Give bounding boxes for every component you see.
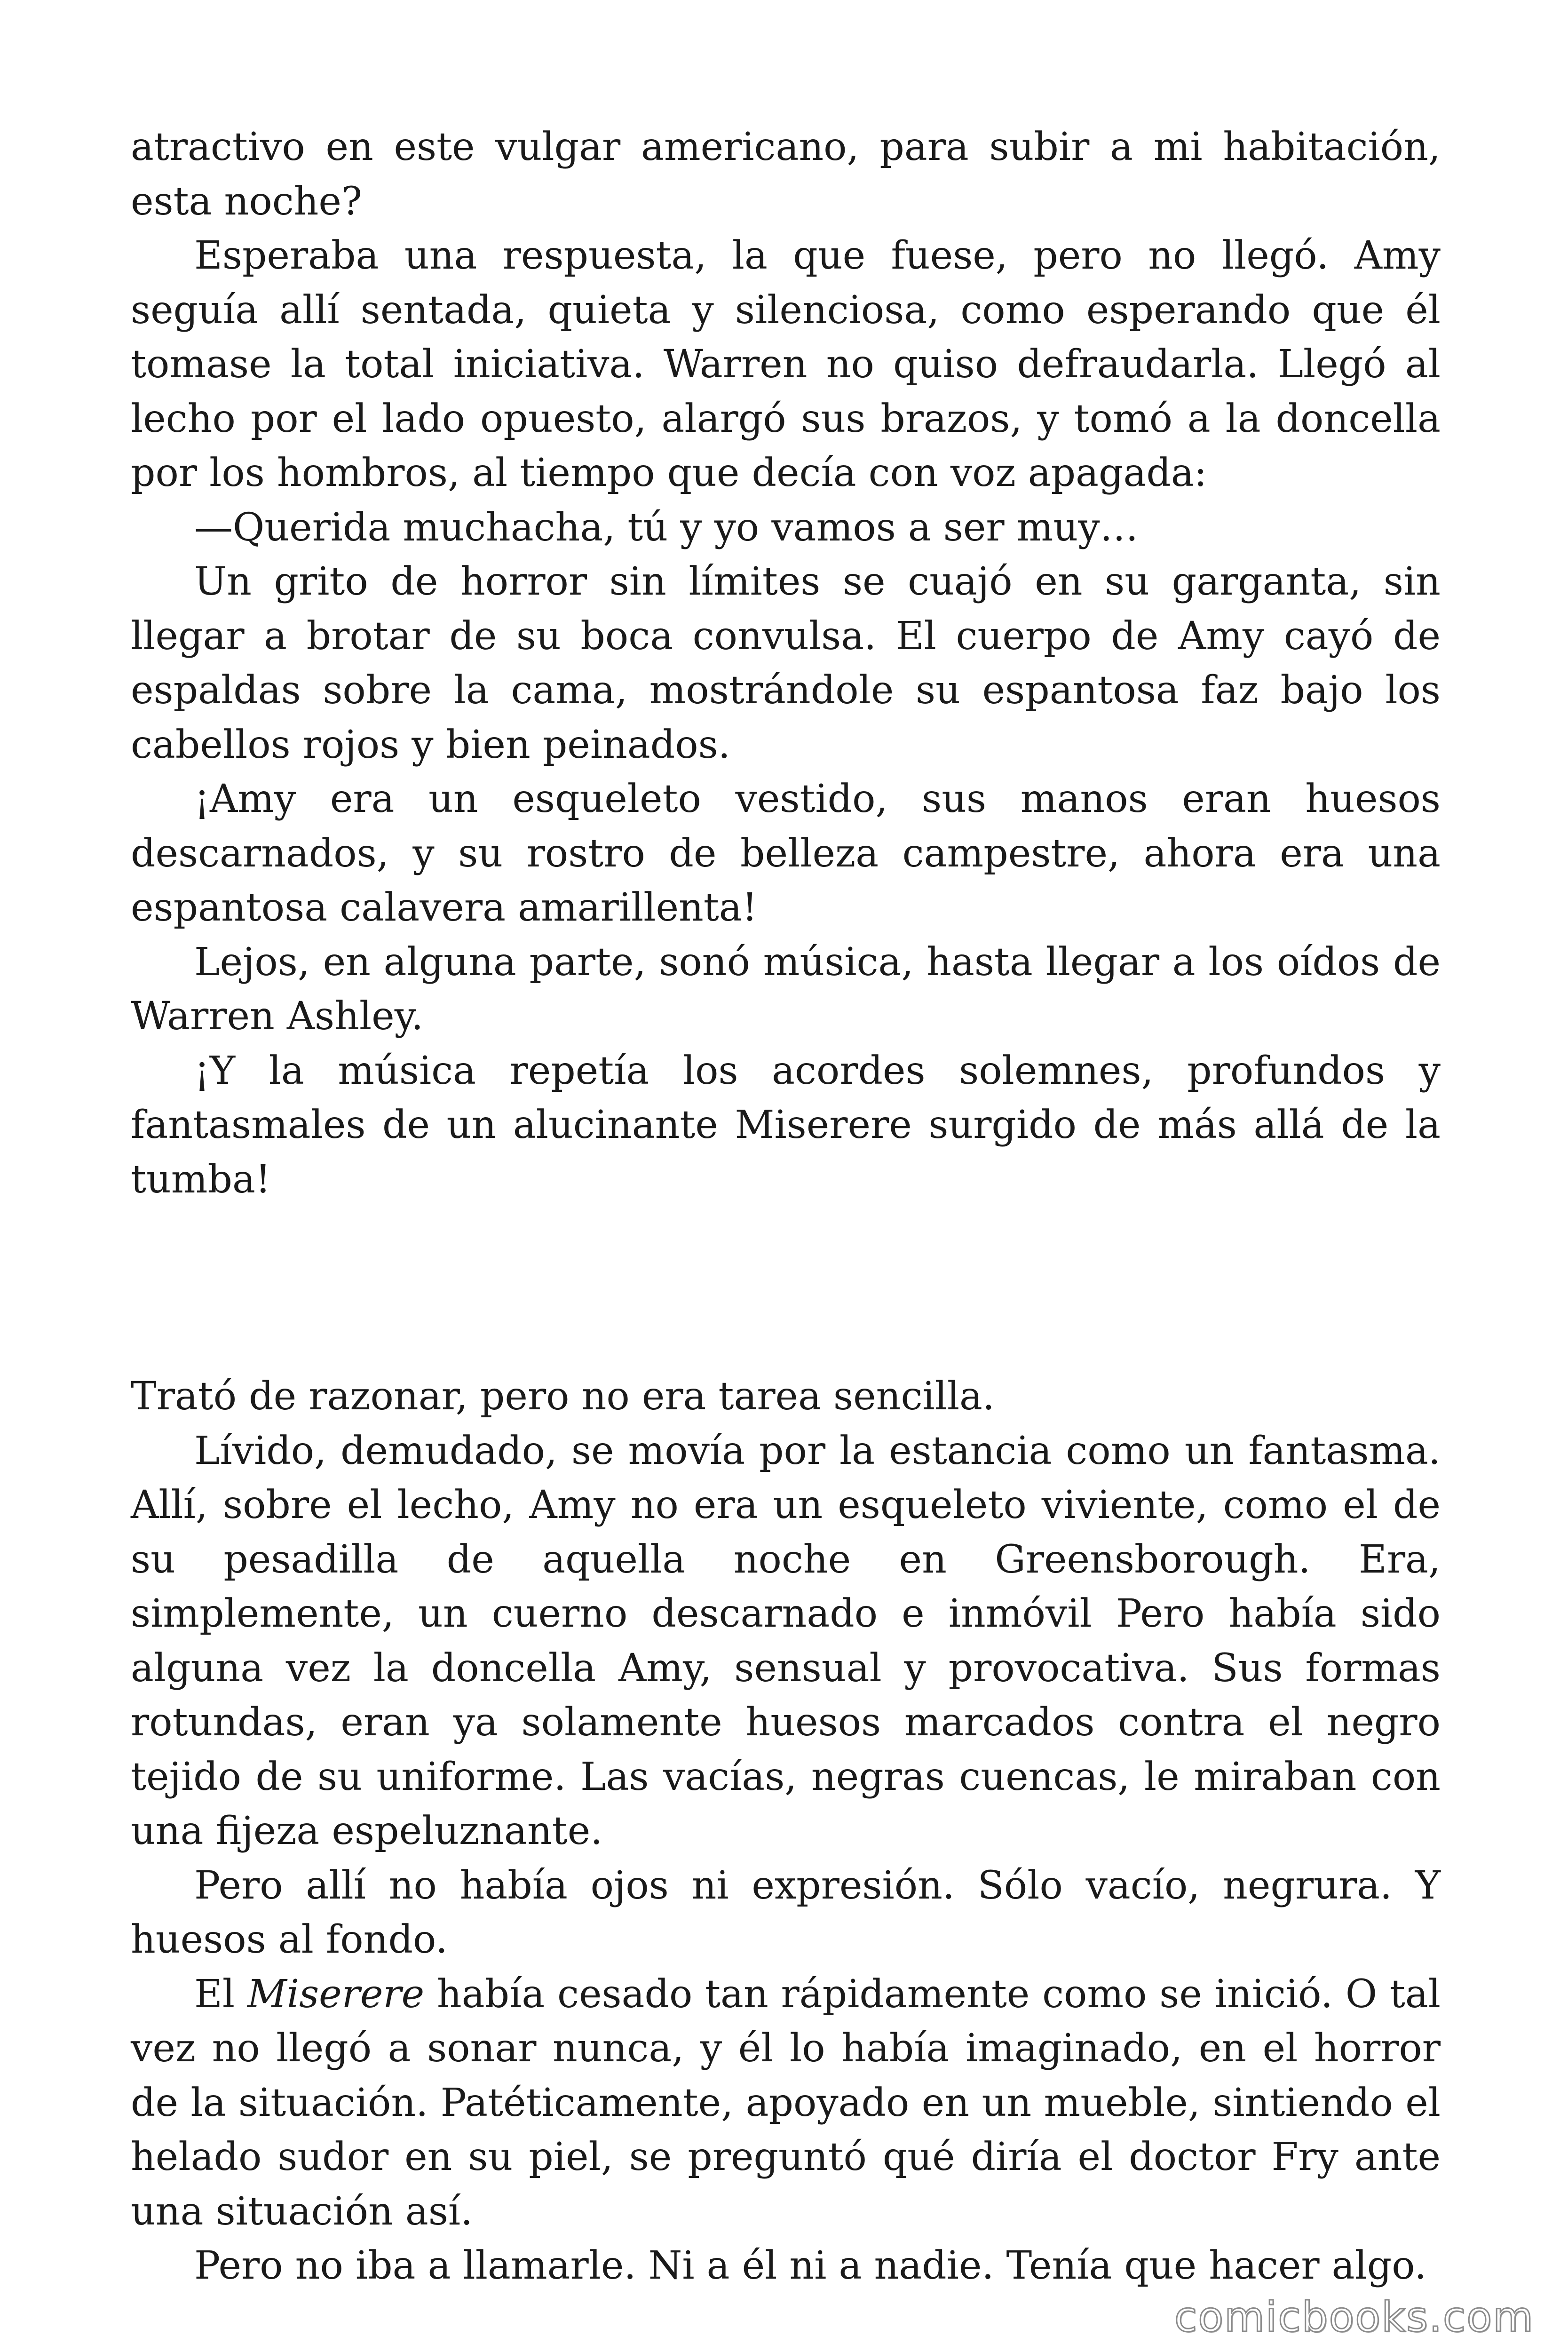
- watermark: comicbooks.com: [1174, 2293, 1534, 2341]
- section-break: [131, 1207, 1441, 1369]
- section-two: [131, 1369, 1441, 2293]
- paragraph: Esperaba una respuesta, la que fuese, pero no llegó. Amy seguía allí sentada, quieta y silenciosa, como esperando que él tomase la total iniciativa. Warren no quiso defraudarla. Llegó al lecho por el lado opuesto, alargó sus brazos, y tomó a la doncella por los hombros, al tiempo que decía con voz apagada:: [131, 233, 1441, 495]
- paragraph: ¡Amy era un esqueleto vestido, sus manos eran huesos descarnados, y su rostro de belleza campestre, ahora era una espantosa calavera amarillenta!: [131, 777, 1441, 930]
- dialogue-paragraph: —Querida muchacha, tú y yo vamos a ser muy…: [194, 505, 1139, 550]
- paragraph: Un grito de horror sin límites se cuajó en su garganta, sin llegar a brotar de su boca convulsa. El cuerpo de Amy cayó de espaldas sobre la cama, mostrándole su espantosa faz bajo los cabellos rojos y bien peinados.: [131, 559, 1441, 767]
- paragraph: Lejos, en alguna parte, sonó música, hasta llegar a los oídos de Warren Ashley.: [131, 939, 1441, 1039]
- text-run: había cesado tan rápidamente como se inició. O tal vez no llegó a sonar nunca, y él lo había imaginado, en el horror de la situación. Patéticamente, apoyado en un mueble, sintiendo el helado sudor en su piel, se preguntó qué diría el doctor Fry ante una situación así.: [131, 1971, 1441, 2234]
- paragraph: Pero no iba a llamarle. Ni a él ni a nadie. Tenía que hacer algo.: [194, 2243, 1427, 2288]
- text-run: El: [194, 1971, 247, 2017]
- section-one: [131, 120, 1441, 1207]
- paragraph: Pero allí no había ojos ni expresión. Sólo vacío, negrura. Y huesos al fondo.: [131, 1863, 1441, 1962]
- paragraph: atractivo en este vulgar americano, para subir a mi habitación, esta noche?: [131, 125, 1441, 224]
- book-page: [131, 120, 1441, 2293]
- paragraph: ¡Y la música repetía los acordes solemnes, profundos y fantasmales de un alucinante Miserere surgido de más allá de la tumba!: [131, 1048, 1441, 1202]
- paragraph: Trató de razonar, pero no era tarea sencilla.: [131, 1374, 995, 1419]
- italic-title: Miserere: [247, 1971, 425, 2017]
- paragraph: Lívido, demudado, se movía por la estancia como un fantasma. Allí, sobre el lecho, Amy no era un esqueleto viviente, como el de su pesadilla de aquella noche en Greensborough. Era, simplemente, un cuerno descarnado e inmóvil Pero había sido alguna vez la doncella Amy, sensual y provocativa. Sus formas rotundas, eran ya solamente huesos marcados contra el negro tejido de su uniforme. Las vacías, negras cuencas, le miraban con una fijeza espeluznante.: [131, 1428, 1441, 1853]
- paragraph-with-italic: [131, 1967, 1441, 2239]
